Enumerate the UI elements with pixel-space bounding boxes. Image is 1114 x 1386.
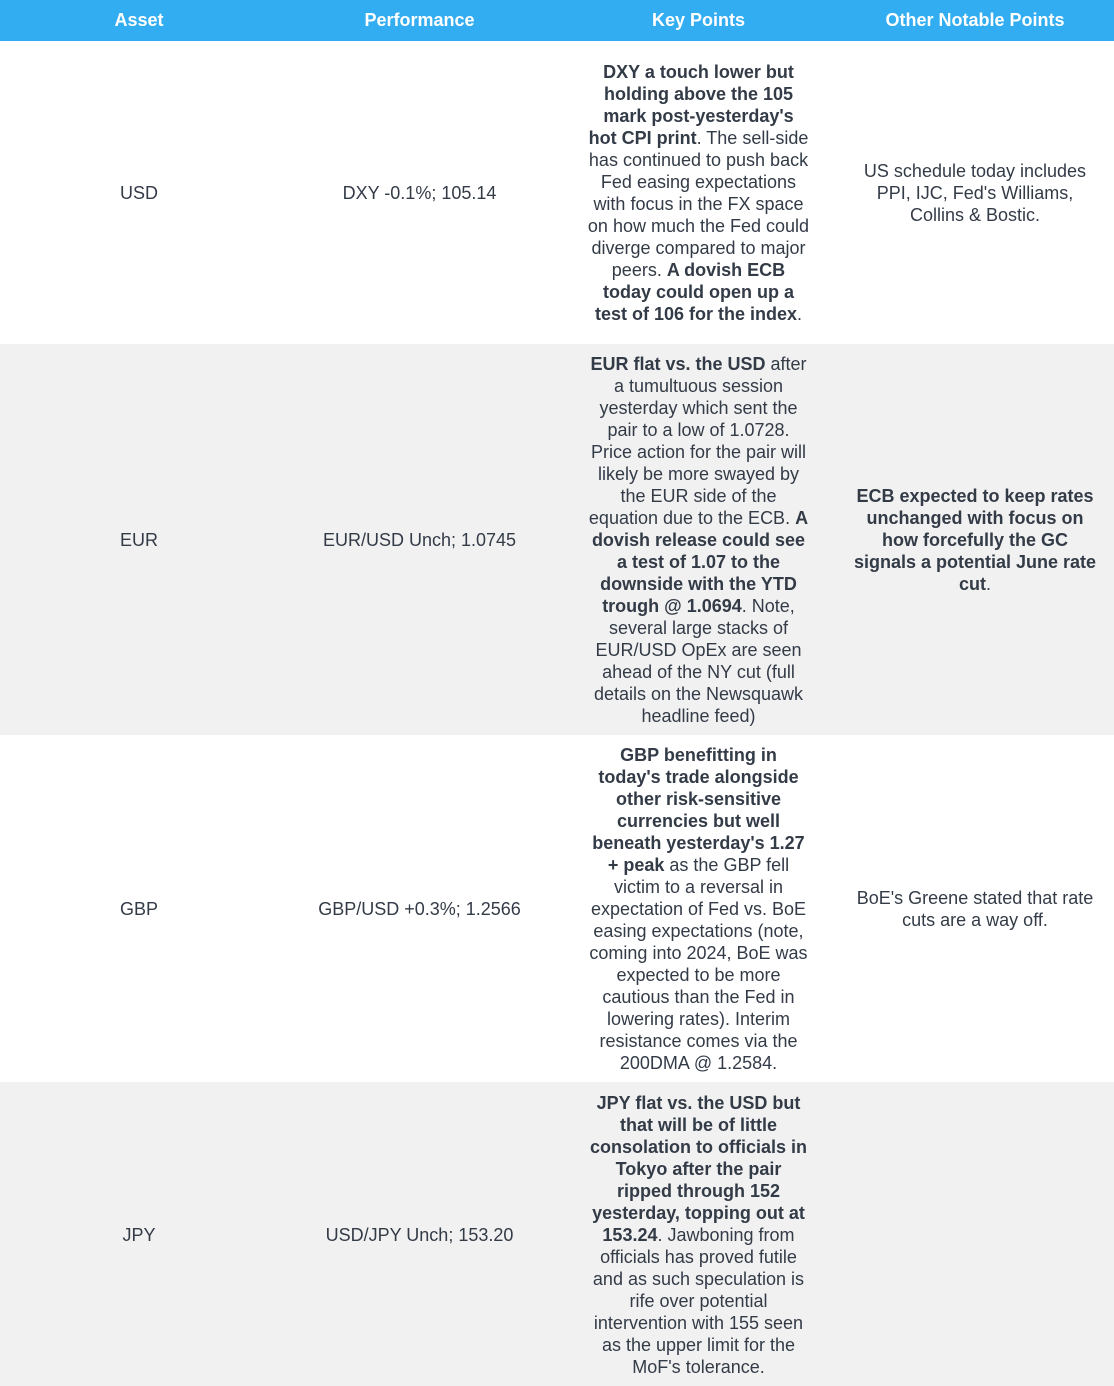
bold-text-segment: DXY a touch lower but holding above the 105 mark post-yesterday's hot CPI print [588, 62, 794, 148]
table-row-gbp [0, 735, 1114, 1082]
text-segment: after a tumultuous session yesterday which sent the pair to a low of 1.0728. Price action for the pair will likely be more swayed by the EUR side of the equation due to the ECB. [588, 354, 807, 528]
asset-cell: EUR [0, 344, 278, 735]
text-segment: . [985, 574, 991, 594]
key-points-cell [561, 1082, 836, 1386]
other-notable-points-cell [836, 735, 1114, 1082]
bold-text-segment: JPY flat vs. the USD but that will be of little consolation to officials in Tokyo after the pair ripped through 152 yesterday, topping out at 153.24 [589, 1092, 807, 1245]
performance-cell: GBP/USD +0.3%; 1.2566 [318, 899, 521, 919]
performance-cell: USD/JPY Unch; 153.20 [278, 1082, 561, 1386]
performance-cell: EUR/USD Unch; 1.0745 [278, 344, 561, 735]
table-row-usd [0, 41, 1114, 344]
text-segment: US schedule today includes PPI, IJC, Fed's Williams, Collins & Bostic. [863, 161, 1087, 225]
other-notable-points-cell [836, 41, 1114, 344]
key-points-cell [561, 41, 836, 344]
header-row [0, 0, 1114, 41]
table-row-eur [0, 344, 1114, 735]
asset-cell: GBP [119, 899, 158, 919]
text-segment: . Jawboning from officials has proved futile and as such speculation is rife over potential intervention with 155 seen as the upper limit for the MoF's tolerance. [592, 1224, 805, 1377]
text-segment: . [797, 304, 803, 324]
other-notable-points-cell [836, 1082, 1114, 1386]
performance-cell: DXY -0.1%; 105.14 [342, 183, 497, 203]
header-other-notable-points: Other Notable Points [836, 0, 1114, 41]
text-segment: . The sell-side has continued to push back Fed easing expectations with focus in the FX space on how much the Fed could diverge compared to major peers. [587, 128, 810, 280]
text-segment: . Note, several large stacks of EUR/USD OpEx are seen ahead of the NY cut (full details on the Newsquawk headline feed) [593, 596, 804, 726]
bold-text-segment: ECB expected to keep rates unchanged with focus on how forcefully the GC signals a potential June rate cut [853, 486, 1097, 594]
asset-cell: USD [119, 183, 158, 203]
header-performance: Performance [278, 0, 561, 41]
text-segment: as the GBP fell victim to a reversal in expectation of Fed vs. BoE easing expectations (note, coming into 2024, BoE was expected to be more cautious than the Fed in lowering rates). Interim resistance comes via the 200DMA @ 1.2584. [589, 855, 808, 1073]
header-key-points: Key Points [561, 0, 836, 41]
bold-text-segment: EUR flat vs. the USD [590, 354, 766, 374]
other-notable-points-cell [836, 344, 1114, 735]
key-points-cell [561, 344, 836, 735]
bold-text-segment: A dovish release could see a test of 1.07 to the downside with the YTD trough @ 1.0694 [591, 508, 809, 616]
bold-text-segment: A dovish ECB today could open up a test of 106 for the index [594, 260, 798, 324]
table-row-jpy [0, 1082, 1114, 1386]
key-points-cell [561, 735, 836, 1082]
bold-text-segment: GBP benefitting in today's trade alongside other risk-sensitive currencies but well beneath yesterday's 1.27 + peak [592, 745, 805, 875]
asset-cell: JPY [0, 1082, 278, 1386]
header-asset: Asset [0, 0, 278, 41]
text-segment: BoE's Greene stated that rate cuts are a way off. [856, 888, 1094, 930]
